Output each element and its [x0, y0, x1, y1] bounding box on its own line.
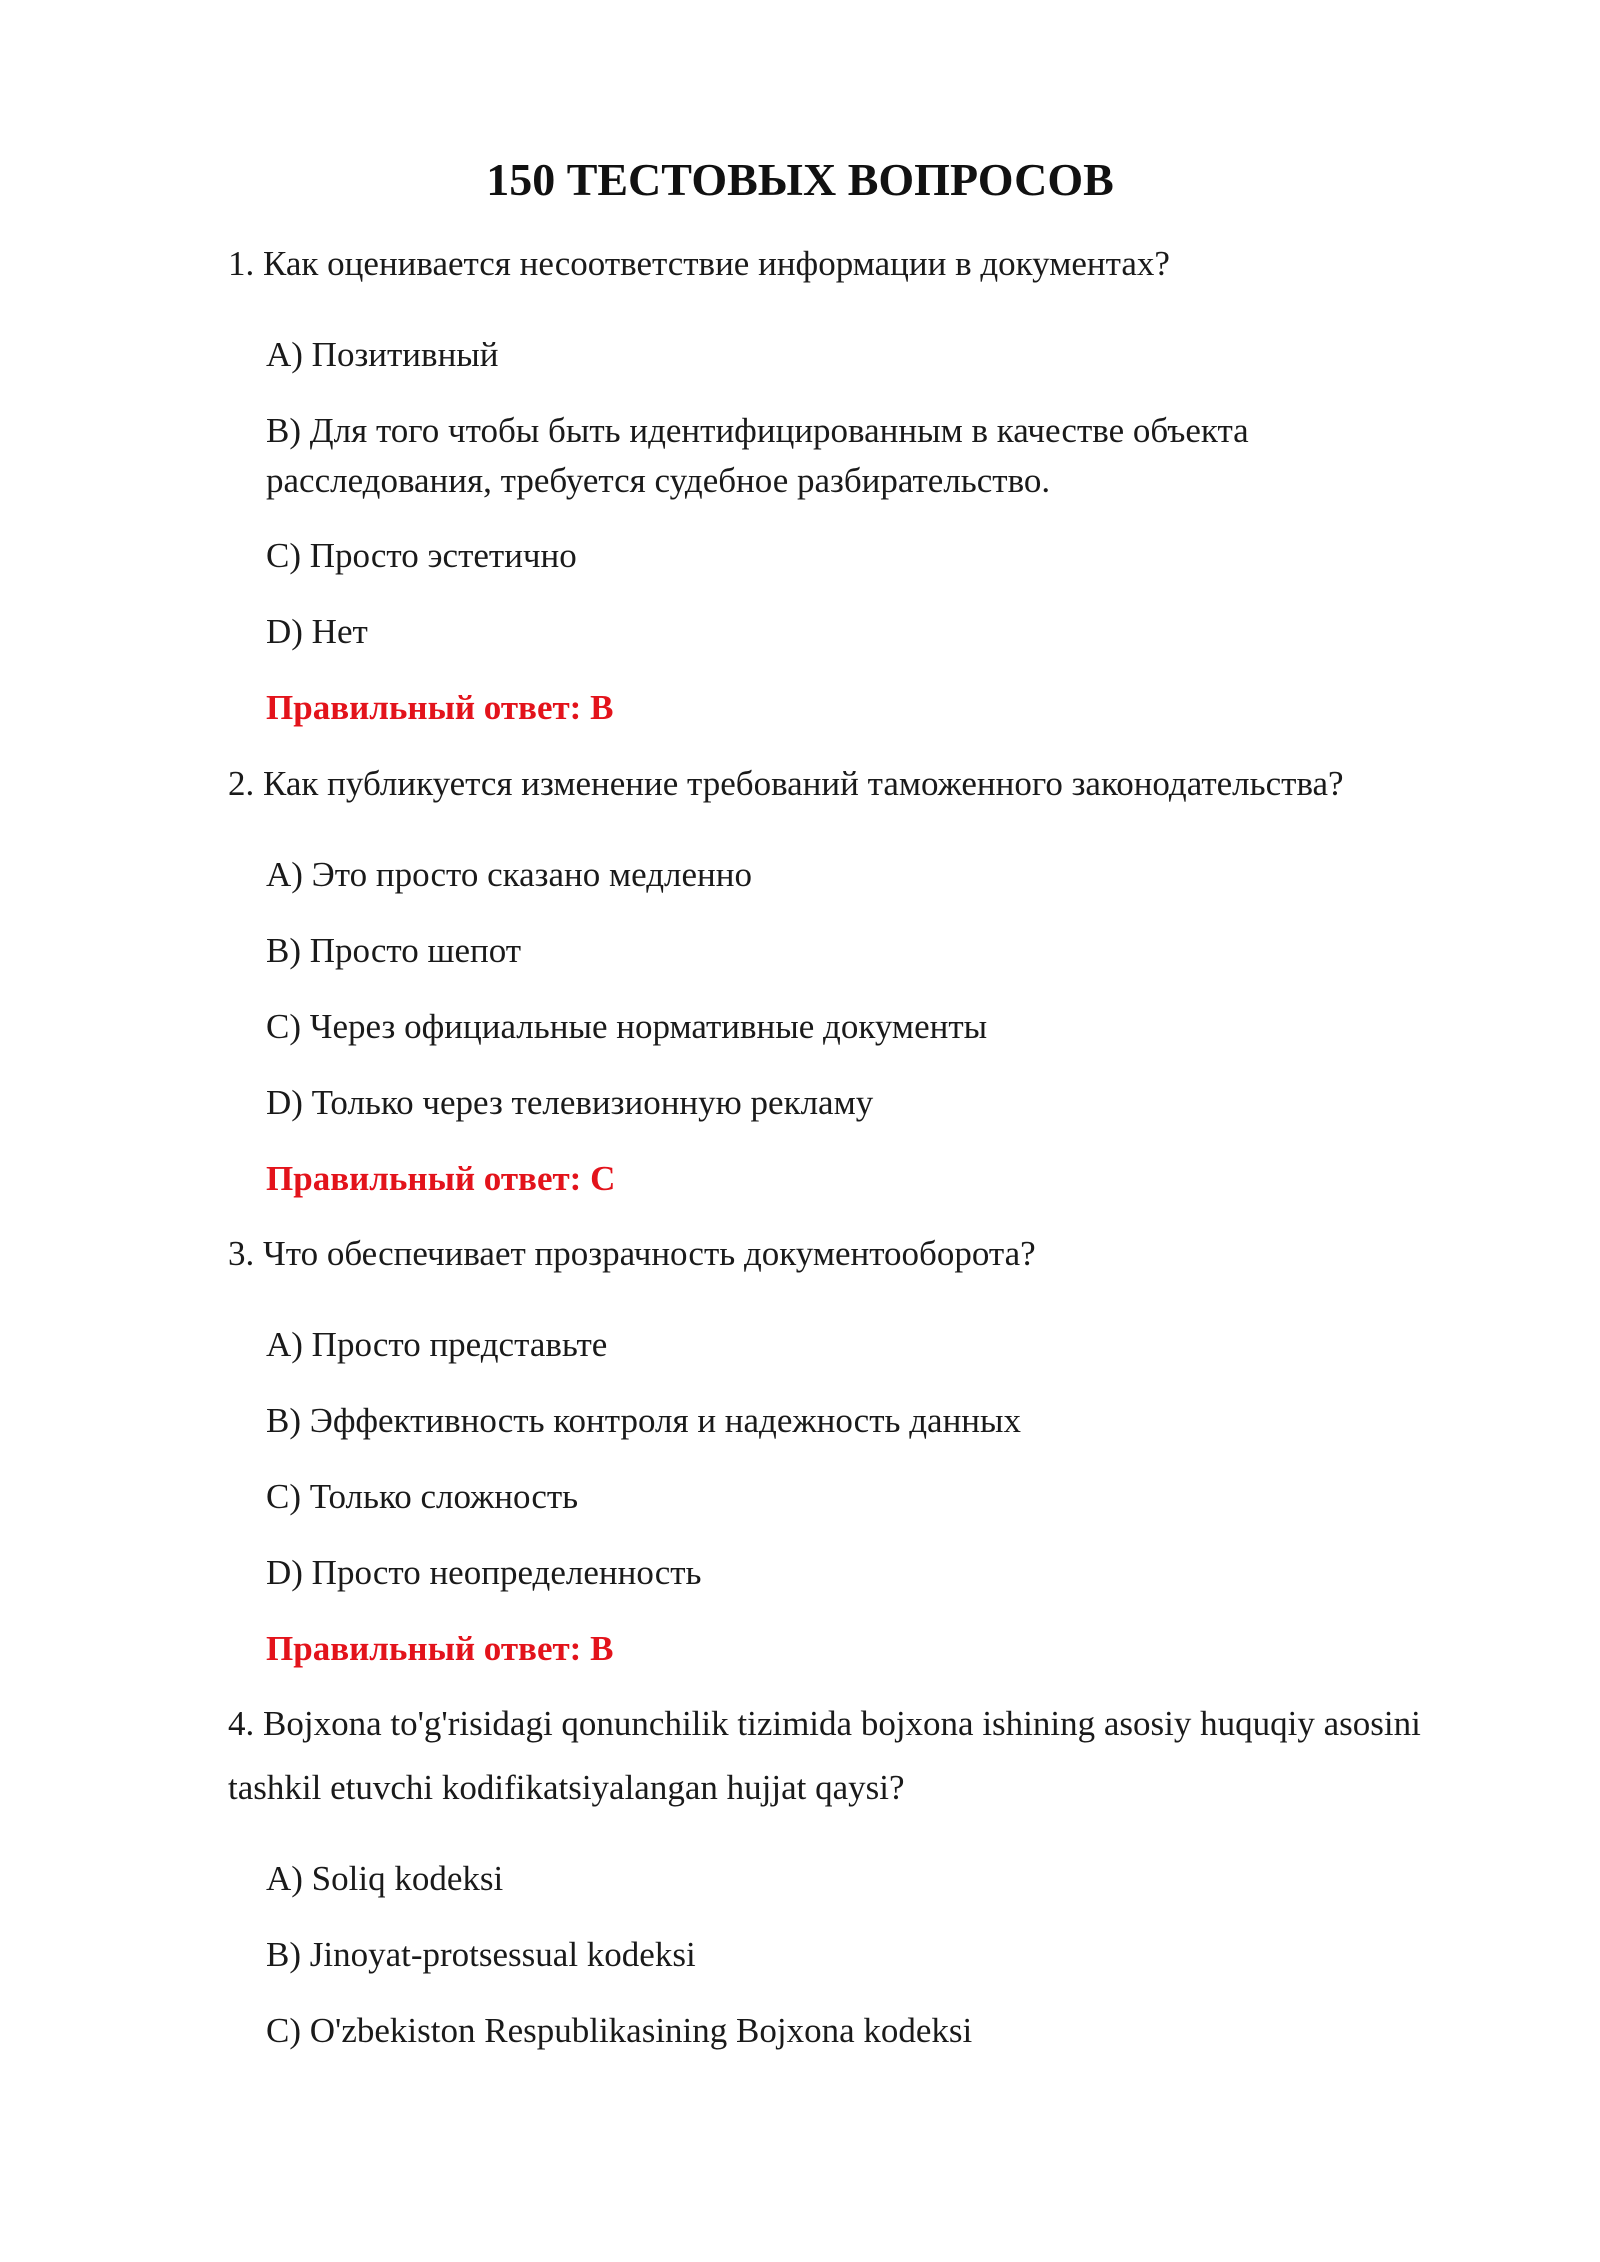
question-1-option-d: D) Нет	[266, 612, 368, 651]
question-1-option-c: C) Просто эстетично	[266, 536, 577, 575]
question-1-option-a: A) Позитивный	[266, 335, 499, 374]
question-4-option-c: C) O'zbekiston Respublikasining Bojxona kodeksi	[266, 2011, 973, 2050]
question-4-option-b: B) Jinoyat-protsessual kodeksi	[266, 1935, 696, 1974]
question-1-answer: Правильный ответ: B	[266, 688, 614, 727]
question-2-option-a: A) Это просто сказано медленно	[266, 855, 752, 894]
question-1-option-b: B) Для того чтобы быть идентифицированным в качестве объекта расследования, требуется судебное разбирательство.	[266, 411, 1249, 500]
question-3-option-d: D) Просто неопределенность	[266, 1553, 702, 1592]
question-3: 3. Что обеспечивает прозрачность документооборота?	[228, 1234, 1036, 1273]
question-3-option-c: C) Только сложность	[266, 1477, 579, 1516]
question-1: 1. Как оценивается несоответствие информации в документах?	[228, 244, 1170, 283]
question-4-option-a: A) Soliq kodeksi	[266, 1859, 504, 1898]
question-2-option-c: C) Через официальные нормативные документы	[266, 1007, 988, 1046]
question-3-option-a: A) Просто представьте	[266, 1325, 608, 1364]
question-2-option-d: D) Только через телевизионную рекламу	[266, 1083, 874, 1122]
question-3-option-b: B) Эффективность контроля и надежность данных	[266, 1401, 1022, 1440]
question-2-answer: Правильный ответ: C	[266, 1159, 616, 1198]
question-4: 4. Bojxona to'g'risidagi qonunchilik tizimida bojxona ishining asosiy huquqiy asosini tashkil etuvchi kodifikatsiyalangan hujjat qaysi?	[228, 1704, 1421, 1807]
question-2: 2. Как публикуется изменение требований таможенного законодательства?	[228, 764, 1344, 803]
question-2-option-b: B) Просто шепот	[266, 931, 522, 970]
page-title: 150 ТЕСТОВЫХ ВОПРОСОВ	[486, 154, 1114, 205]
question-3-answer: Правильный ответ: B	[266, 1629, 614, 1668]
